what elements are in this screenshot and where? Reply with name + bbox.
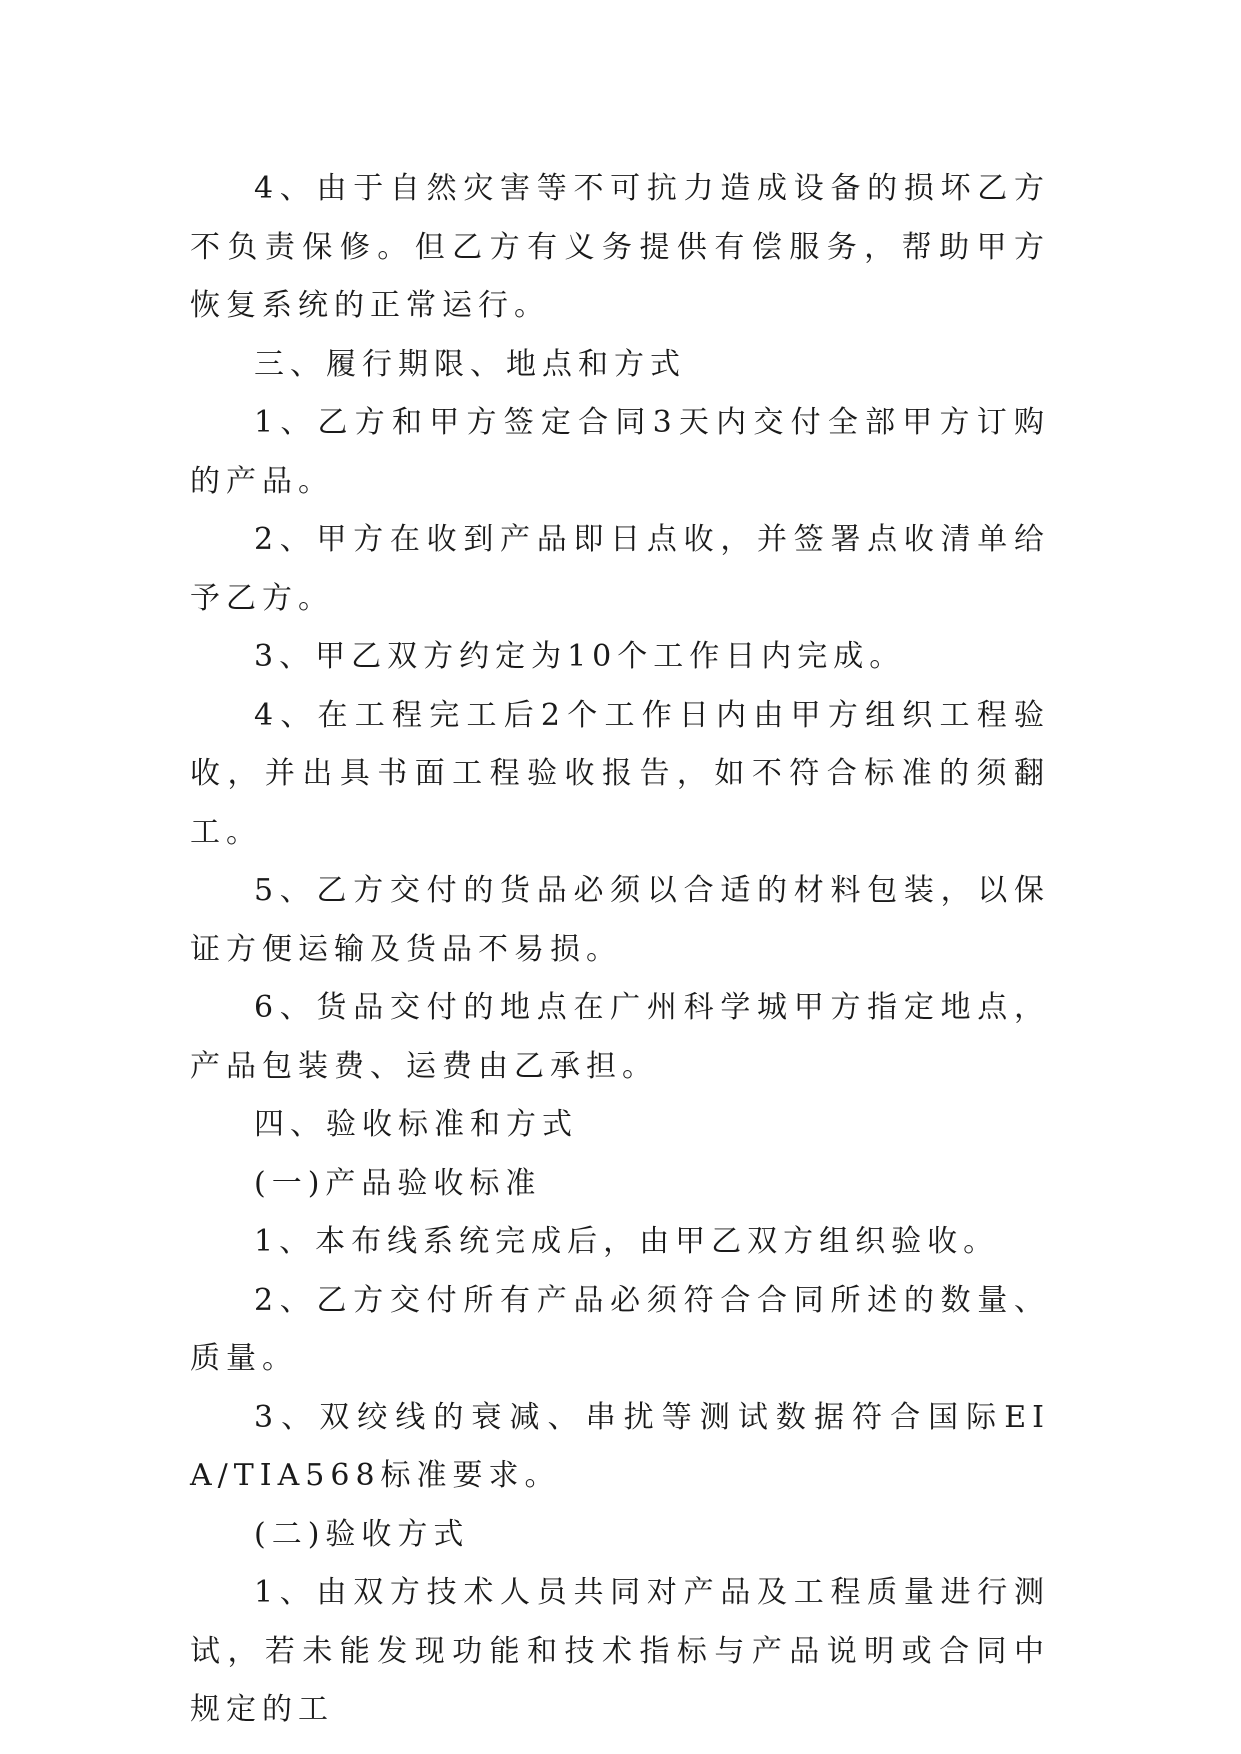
section-heading-acceptance: 四、验收标准和方式	[254, 1107, 578, 1142]
section-heading-performance: 三、履行期限、地点和方式	[254, 346, 686, 382]
paragraph-quantity-quality: 2、乙方交付所有产品必须符合合同所述的数量、质量。	[190, 1282, 1050, 1376]
paragraph-cabling-acceptance: 1、本布线系统完成后，由甲乙双方组织验收。	[254, 1224, 1000, 1259]
paragraph-packaging: 5、乙方交付的货品必须以合适的材料包装，以保证方便运输及货品不易损。	[190, 873, 1050, 967]
paragraph-force-majeure: 4、由于自然灾害等不可抗力造成设备的损坏乙方不负责保修。但乙方有义务提供有偿服务，帮助甲方恢复系统的正常运行。	[190, 171, 1050, 323]
subheading-product-standard: (一)产品验收标准	[254, 1165, 542, 1201]
paragraph-twisted-pair-standard: 3、双绞线的衰减、串扰等测试数据符合国际EIA/TIA568标准要求。	[190, 1399, 1050, 1493]
document-body	[190, 160, 1050, 1740]
subheading-acceptance-method: (二)验收方式	[254, 1516, 470, 1552]
paragraph-joint-testing: 1、由双方技术人员共同对产品及工程质量进行测试，若未能发现功能和技术指标与产品说明或合同中规定的工	[190, 1575, 1050, 1727]
paragraph-delivery-location: 6、货品交付的地点在广州科学城甲方指定地点，产品包装费、运费由乙承担。	[190, 990, 1050, 1084]
paragraph-delivery-time: 1、乙方和甲方签定合同3天内交付全部甲方订购的产品。	[190, 405, 1050, 499]
paragraph-acceptance-timing: 4、在工程完工后2个工作日内由甲方组织工程验收，并出具书面工程验收报告，如不符合标准的须翻工。	[190, 697, 1050, 850]
paragraph-receipt: 2、甲方在收到产品即日点收，并签署点收清单给予乙方。	[190, 522, 1050, 616]
paragraph-completion-period: 3、甲乙双方约定为10个工作日内完成。	[254, 639, 906, 674]
